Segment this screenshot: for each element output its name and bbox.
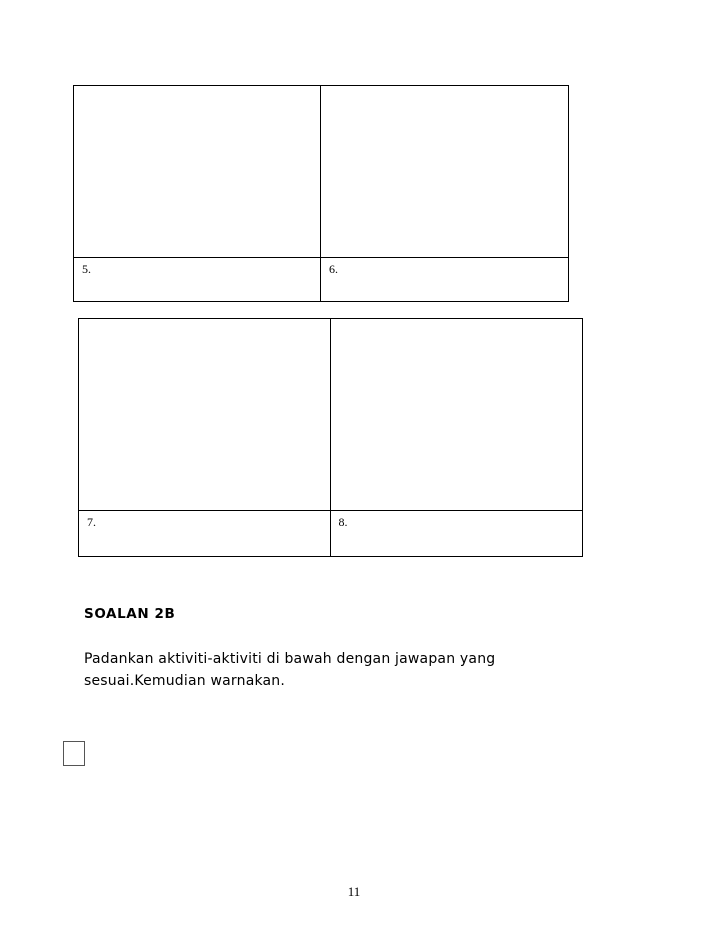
answer-label-6[interactable]: 6. xyxy=(329,262,338,276)
picture-box-8[interactable] xyxy=(331,319,583,511)
section-title: SOALAN 2B xyxy=(84,606,176,622)
answer-label-7[interactable]: 7. xyxy=(79,511,331,556)
picture-table-top xyxy=(73,85,569,302)
instruction-line-1: Padankan aktiviti-aktiviti di bawah dengan jawapan yang xyxy=(84,651,496,667)
answer-label-5[interactable]: 5. xyxy=(74,258,321,301)
instruction-line-2: sesuai.Kemudian warnakan. xyxy=(84,673,286,689)
picture-box-6[interactable] xyxy=(321,86,568,258)
page-number: 11 xyxy=(347,884,361,899)
picture-box-5[interactable] xyxy=(74,86,321,258)
answer-label-8[interactable]: 8. xyxy=(338,515,348,529)
instruction-text xyxy=(84,648,604,692)
picture-box-7[interactable] xyxy=(79,319,331,511)
score-box[interactable] xyxy=(63,741,85,766)
picture-table-bottom xyxy=(78,318,583,557)
